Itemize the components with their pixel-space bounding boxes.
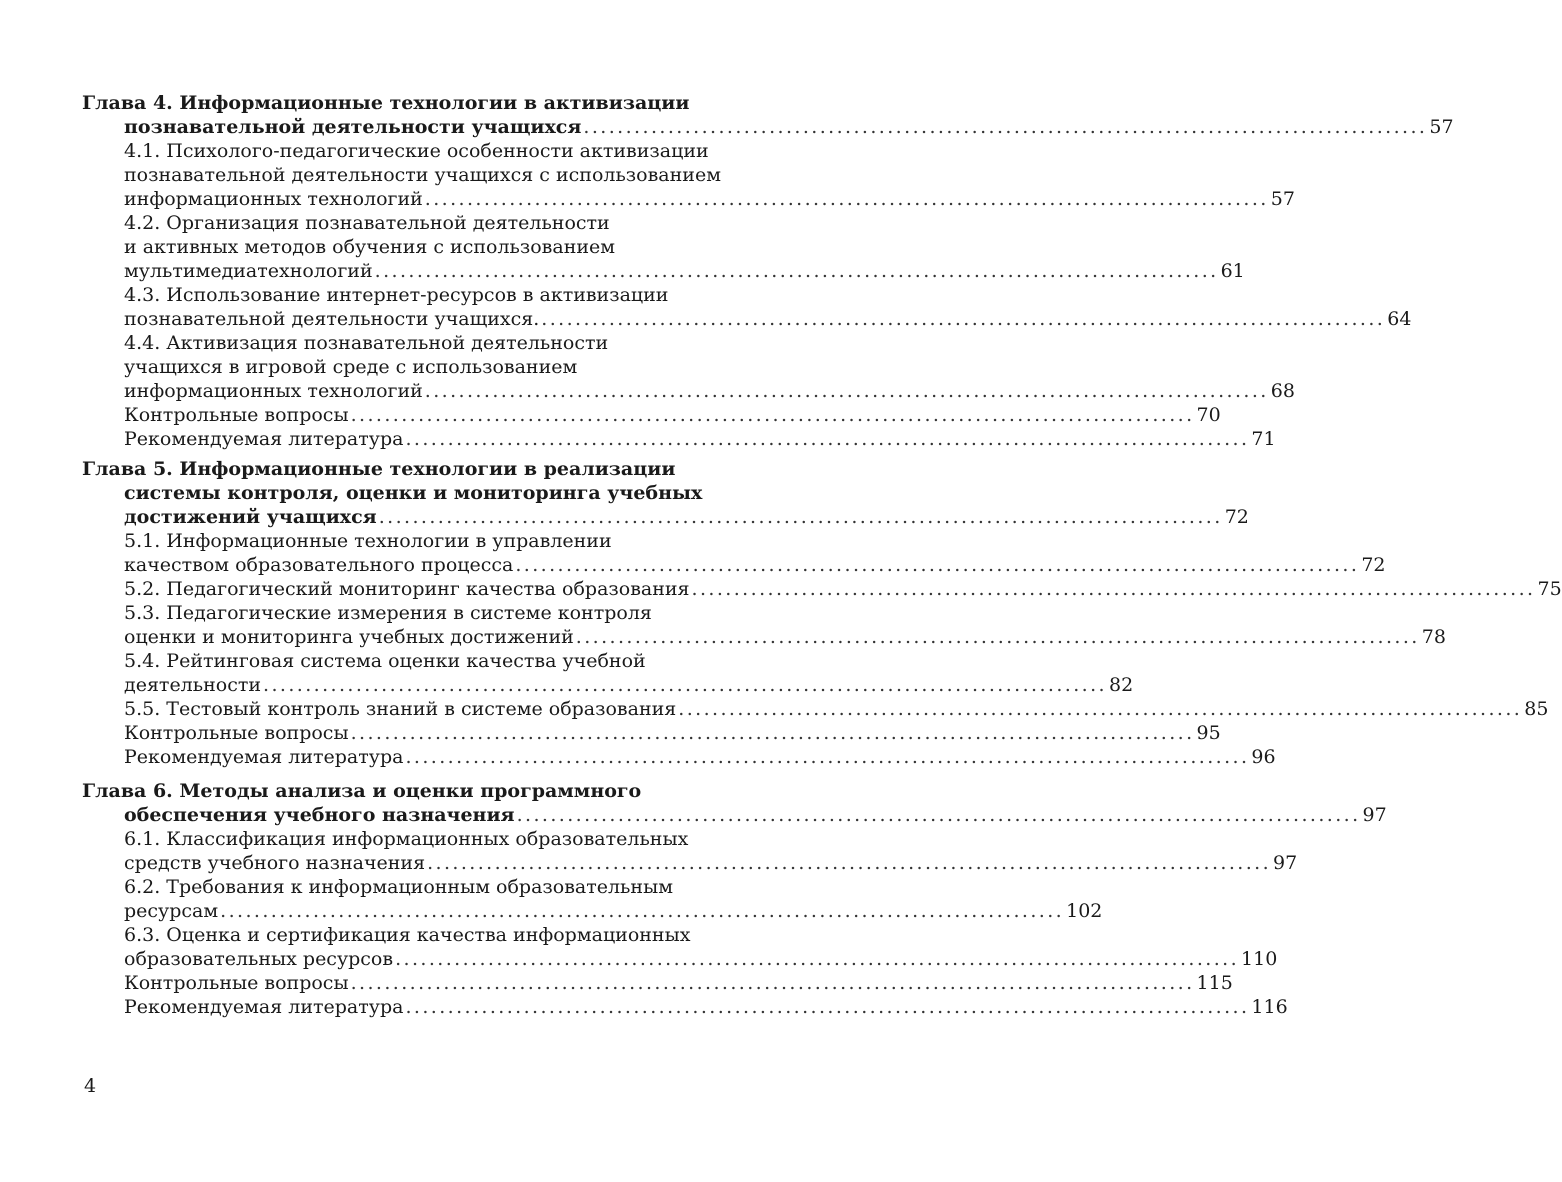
section-4-2-line2: и активных методов обучения с использованием xyxy=(124,236,616,258)
page-number: 4 xyxy=(84,1075,97,1097)
chapter6-entry[interactable] xyxy=(124,803,1387,827)
section-4-4-entry[interactable] xyxy=(124,379,1295,403)
leader-dots: .................................................................................................... xyxy=(350,404,1195,426)
literature-page: 116 xyxy=(1251,996,1288,1018)
literature-label: Рекомендуемая литература xyxy=(124,746,404,768)
section-5-4-line2: деятельности xyxy=(124,674,262,696)
leader-dots: .................................................................................................... xyxy=(405,996,1250,1018)
section-4-3-page: 64 xyxy=(1387,308,1412,330)
questions-page: 95 xyxy=(1196,722,1221,744)
section-5-3-line2: оценки и мониторинга учебных достижений xyxy=(124,626,574,648)
chapter6-title-line2: обеспечения учебного назначения xyxy=(124,804,515,826)
chapter4-questions-entry[interactable] xyxy=(124,403,1221,427)
leader-dots: .................................................................................................... xyxy=(575,626,1420,648)
section-4-1-entry[interactable] xyxy=(124,187,1295,211)
section-6-1-page: 97 xyxy=(1273,852,1298,874)
leader-dots: .................................................................................................... xyxy=(405,746,1250,768)
section-4-3-line1: 4.3. Использование интернет-ресурсов в активизации xyxy=(124,284,669,306)
chapter6-page: 97 xyxy=(1362,804,1387,826)
section-5-1-entry[interactable] xyxy=(124,553,1386,577)
leader-dots: .................................................................................................... xyxy=(516,804,1361,826)
chapter4-title-line1: Глава 4. Информационные технологии в активизации xyxy=(82,92,690,114)
section-4-2-entry[interactable] xyxy=(124,259,1245,283)
section-6-3-entry[interactable] xyxy=(124,947,1278,971)
section-5-4-page: 82 xyxy=(1109,674,1134,696)
section-5-4-entry[interactable] xyxy=(124,673,1134,697)
chapter5-title-line3: достижений учащихся xyxy=(124,506,377,528)
leader-dots: .................................................................................................... xyxy=(350,722,1195,744)
section-5-2-page: 75 xyxy=(1537,578,1562,600)
section-4-4-line3: информационных технологий xyxy=(124,380,423,402)
section-4-2-line1: 4.2. Организация познавательной деятельности xyxy=(124,212,610,234)
section-6-1-entry[interactable] xyxy=(124,851,1298,875)
section-4-3-line2: познавательной деятельности учащихся. xyxy=(124,308,540,330)
section-6-3-line2: образовательных ресурсов xyxy=(124,948,394,970)
leader-dots: .................................................................................................... xyxy=(583,116,1428,138)
questions-label: Контрольные вопросы xyxy=(124,722,349,744)
chapter5-literature-entry[interactable] xyxy=(124,745,1276,769)
section-4-2-page: 61 xyxy=(1220,260,1245,282)
section-5-5-entry[interactable] xyxy=(124,697,1549,721)
section-5-3-page: 78 xyxy=(1421,626,1446,648)
leader-dots: .................................................................................................... xyxy=(678,698,1523,720)
leader-dots: .................................................................................................... xyxy=(691,578,1536,600)
section-4-3-entry[interactable] xyxy=(124,307,1412,331)
literature-label: Рекомендуемая литература xyxy=(124,428,404,450)
section-4-4-page: 68 xyxy=(1270,380,1295,402)
leader-dots: .................................................................................................... xyxy=(427,852,1272,874)
literature-page: 96 xyxy=(1251,746,1276,768)
section-5-1-line1: 5.1. Информационные технологии в управлении xyxy=(124,530,612,552)
section-6-3-page: 110 xyxy=(1241,948,1278,970)
section-6-2-line2: ресурсам xyxy=(124,900,219,922)
chapter4-title-line2: познавательной деятельности учащихся xyxy=(124,116,582,138)
leader-dots: .................................................................................................... xyxy=(405,428,1250,450)
section-4-1-line2: познавательной деятельности учащихся с использованием xyxy=(124,164,721,186)
section-5-3-entry[interactable] xyxy=(124,625,1446,649)
leader-dots: .................................................................................................... xyxy=(350,972,1195,994)
section-5-5-line1: 5.5. Тестовый контроль знаний в системе образования xyxy=(124,698,677,720)
chapter5-title-line1: Глава 5. Информационные технологии в реализации xyxy=(82,458,676,480)
leader-dots: .................................................................................................... xyxy=(395,948,1240,970)
questions-label: Контрольные вопросы xyxy=(124,972,349,994)
leader-dots: .................................................................................................... xyxy=(424,380,1269,402)
chapter5-page: 72 xyxy=(1224,506,1249,528)
chapter5-entry[interactable] xyxy=(124,505,1249,529)
chapter6-questions-entry[interactable] xyxy=(124,971,1233,995)
leader-dots: .................................................................................................... xyxy=(424,188,1269,210)
chapter5-title-line2: системы контроля, оценки и мониторинга учебных xyxy=(124,482,703,504)
section-4-1-line1: 4.1. Психолого-педагогические особенности активизации xyxy=(124,140,709,162)
section-4-2-line3: мультимедиатехнологий xyxy=(124,260,373,282)
section-5-3-line1: 5.3. Педагогические измерения в системе контроля xyxy=(124,602,652,624)
questions-label: Контрольные вопросы xyxy=(124,404,349,426)
section-4-4-line2: учащихся в игровой среде с использованием xyxy=(124,356,578,378)
section-5-4-line1: 5.4. Рейтинговая система оценки качества учебной xyxy=(124,650,646,672)
literature-label: Рекомендуемая литература xyxy=(124,996,404,1018)
section-4-1-page: 57 xyxy=(1270,188,1295,210)
section-5-5-page: 85 xyxy=(1524,698,1549,720)
questions-page: 70 xyxy=(1196,404,1221,426)
leader-dots: .................................................................................................... xyxy=(541,308,1386,330)
questions-page: 115 xyxy=(1196,972,1233,994)
section-5-1-line2: качеством образовательного процесса xyxy=(124,554,514,576)
chapter6-title-line1: Глава 6. Методы анализа и оценки программного xyxy=(82,780,642,802)
leader-dots: .................................................................................................... xyxy=(378,506,1223,528)
leader-dots: .................................................................................................... xyxy=(515,554,1360,576)
chapter6-literature-entry[interactable] xyxy=(124,995,1288,1019)
section-4-4-line1: 4.4. Активизация познавательной деятельности xyxy=(124,332,609,354)
section-5-2-entry[interactable] xyxy=(124,577,1562,601)
section-5-1-page: 72 xyxy=(1361,554,1386,576)
leader-dots: .................................................................................................... xyxy=(263,674,1107,696)
chapter4-page: 57 xyxy=(1429,116,1454,138)
chapter4-entry[interactable] xyxy=(124,115,1454,139)
section-6-1-line1: 6.1. Классификация информационных образовательных xyxy=(124,828,689,850)
section-5-2-line1: 5.2. Педагогический мониторинг качества образования xyxy=(124,578,690,600)
leader-dots: .................................................................................................... xyxy=(374,260,1219,282)
section-6-3-line1: 6.3. Оценка и сертификация качества информационных xyxy=(124,924,691,946)
section-6-2-page: 102 xyxy=(1066,900,1103,922)
section-4-1-line3: информационных технологий xyxy=(124,188,423,210)
chapter5-questions-entry[interactable] xyxy=(124,721,1221,745)
section-6-2-line1: 6.2. Требования к информационным образовательным xyxy=(124,876,673,898)
leader-dots: .................................................................................................... xyxy=(220,900,1065,922)
chapter4-literature-entry[interactable] xyxy=(124,427,1276,451)
section-6-2-entry[interactable] xyxy=(124,899,1103,923)
literature-page: 71 xyxy=(1251,428,1276,450)
section-6-1-line2: средств учебного назначения xyxy=(124,852,426,874)
